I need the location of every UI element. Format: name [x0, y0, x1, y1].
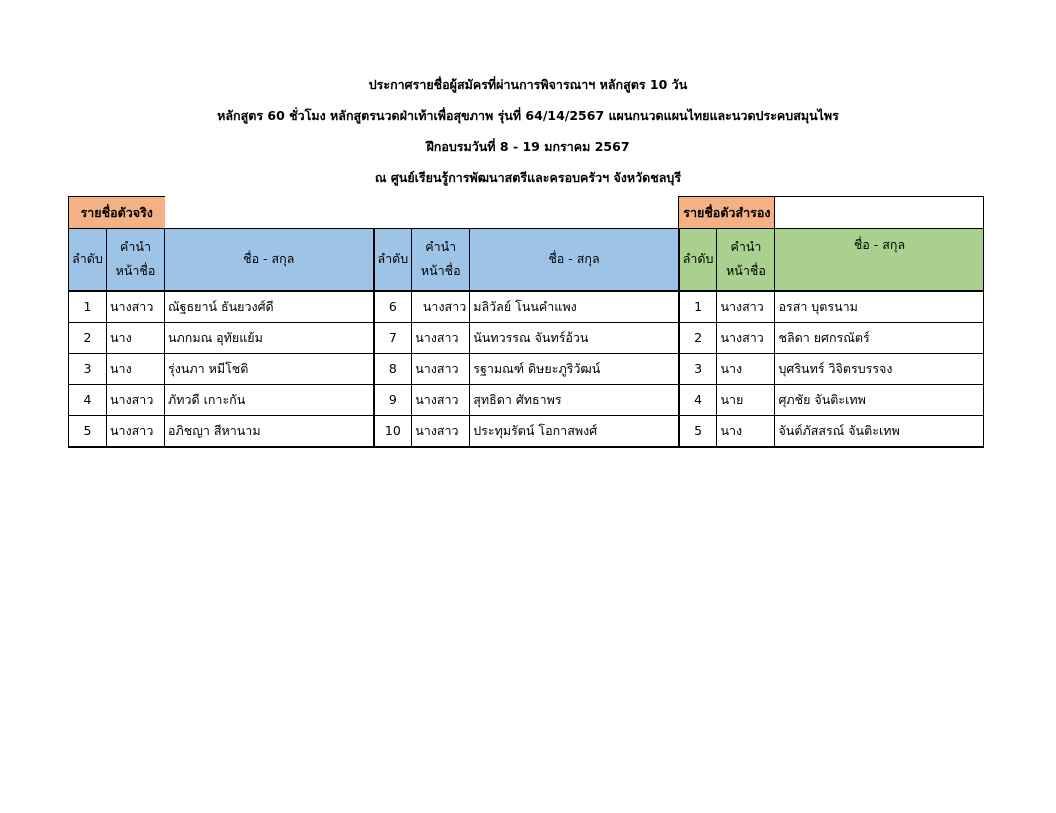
header-prefix: คำนำ หน้าชื่อ	[412, 229, 470, 291]
table-row	[69, 415, 984, 447]
row-prefix: นาง	[717, 415, 775, 447]
header-name: ชื่อ - สกุล	[470, 229, 679, 291]
row-prefix: นางสาว	[412, 353, 470, 384]
row-name: ศุภชัย จันติะเทพ	[775, 384, 984, 415]
row-no: 5	[679, 415, 717, 447]
header-no: ลำดับ	[374, 229, 412, 291]
row-no: 2	[679, 322, 717, 353]
row-prefix: นางสาว	[412, 384, 470, 415]
header-name: ชื่อ - สกุล	[165, 229, 374, 291]
row-name: สุทธิดา ศัทธาพร	[470, 384, 679, 415]
row-prefix: นางสาว	[412, 291, 470, 323]
row-name: ภัทวดี เกาะกัน	[165, 384, 374, 415]
row-no: 9	[374, 384, 412, 415]
row-name: ณัฐธยาน์ ธันยวงศ์ดี	[165, 291, 374, 323]
row-prefix: นางสาว	[412, 322, 470, 353]
title-line-3: ฝึกอบรมวันที่ 8 - 19 มกราคม 2567	[426, 139, 630, 154]
row-no: 7	[374, 322, 412, 353]
row-name: รฐามณฑ์ ดิษยะภูริวัฒน์	[470, 353, 679, 384]
row-name: บุศรินทร์ วิจิตรบรรจง	[775, 353, 984, 384]
reserve-label-blank-cell	[775, 197, 984, 229]
row-name: ประทุมรัตน์ โอกาสพงศ์	[470, 415, 679, 447]
header-prefix: คำนำ หน้าชื่อ	[107, 229, 165, 291]
row-name: นันทวรรณ จันทร์อ้วน	[470, 322, 679, 353]
row-no: 1	[69, 291, 107, 323]
header-prefix: คำนำ หน้าชื่อ	[717, 229, 775, 291]
table-row	[69, 353, 984, 384]
row-no: 4	[69, 384, 107, 415]
real-list-label: รายชื่อตัวจริง	[69, 197, 165, 229]
row-name: นภกมณ อุทัยแย้ม	[165, 322, 374, 353]
row-prefix: นาย	[717, 384, 775, 415]
header-row	[69, 229, 984, 291]
title-line-2: หลักสูตร 60 ชั่วโมง หลักสูตรนวดฝ่าเท้าเพื่อสุขภาพ รุ่นที่ 64/14/2567 แผนกนวดแผนไทยและนวดประคบสมุนไพร	[217, 108, 839, 123]
title-line-4: ณ ศูนย์เรียนรู้การพัฒนาสตรีและครอบครัวฯ จังหวัดชลบุรี	[374, 170, 682, 185]
row-prefix: นางสาว	[717, 322, 775, 353]
row-no: 3	[679, 353, 717, 384]
table-row	[69, 384, 984, 415]
row-no: 8	[374, 353, 412, 384]
row-no: 1	[679, 291, 717, 323]
row-prefix: นาง	[717, 353, 775, 384]
header-name: ชื่อ - สกุล	[775, 229, 984, 291]
table-row	[69, 322, 984, 353]
row-prefix: นางสาว	[107, 384, 165, 415]
row-no: 3	[69, 353, 107, 384]
row-no: 2	[69, 322, 107, 353]
row-name: รุ่งนภา หมีโชติ	[165, 353, 374, 384]
row-prefix: นางสาว	[107, 291, 165, 323]
row-no: 6	[374, 291, 412, 323]
row-name: อรสา บุตรนาม	[775, 291, 984, 323]
row-no: 4	[679, 384, 717, 415]
row-prefix: นางสาว	[107, 415, 165, 447]
row-prefix: นาง	[107, 322, 165, 353]
row-name: อภิชญา สีหานาม	[165, 415, 374, 447]
row-prefix: นาง	[107, 353, 165, 384]
row-no: 5	[69, 415, 107, 447]
reserve-list-label: รายชื่อตัวสำรอง	[679, 197, 775, 229]
row-prefix: นางสาว	[717, 291, 775, 323]
label-row	[69, 197, 984, 229]
row-no: 10	[374, 415, 412, 447]
document-titles	[0, 72, 1056, 196]
header-no: ลำดับ	[679, 229, 717, 291]
applicant-table	[68, 196, 984, 448]
table-row	[69, 291, 984, 323]
row-name: มลิวัลย์ โนนคำแพง	[470, 291, 679, 323]
row-prefix: นางสาว	[412, 415, 470, 447]
title-line-1: ประกาศรายชื่อผู้สมัครที่ผ่านการพิจารณาฯ หลักสูตร 10 วัน	[368, 77, 688, 92]
header-no: ลำดับ	[69, 229, 107, 291]
row-name: ชลิดา ยศกรณัตร์	[775, 322, 984, 353]
row-name: จันต์ภัสสรณ์ จันติะเทพ	[775, 415, 984, 447]
